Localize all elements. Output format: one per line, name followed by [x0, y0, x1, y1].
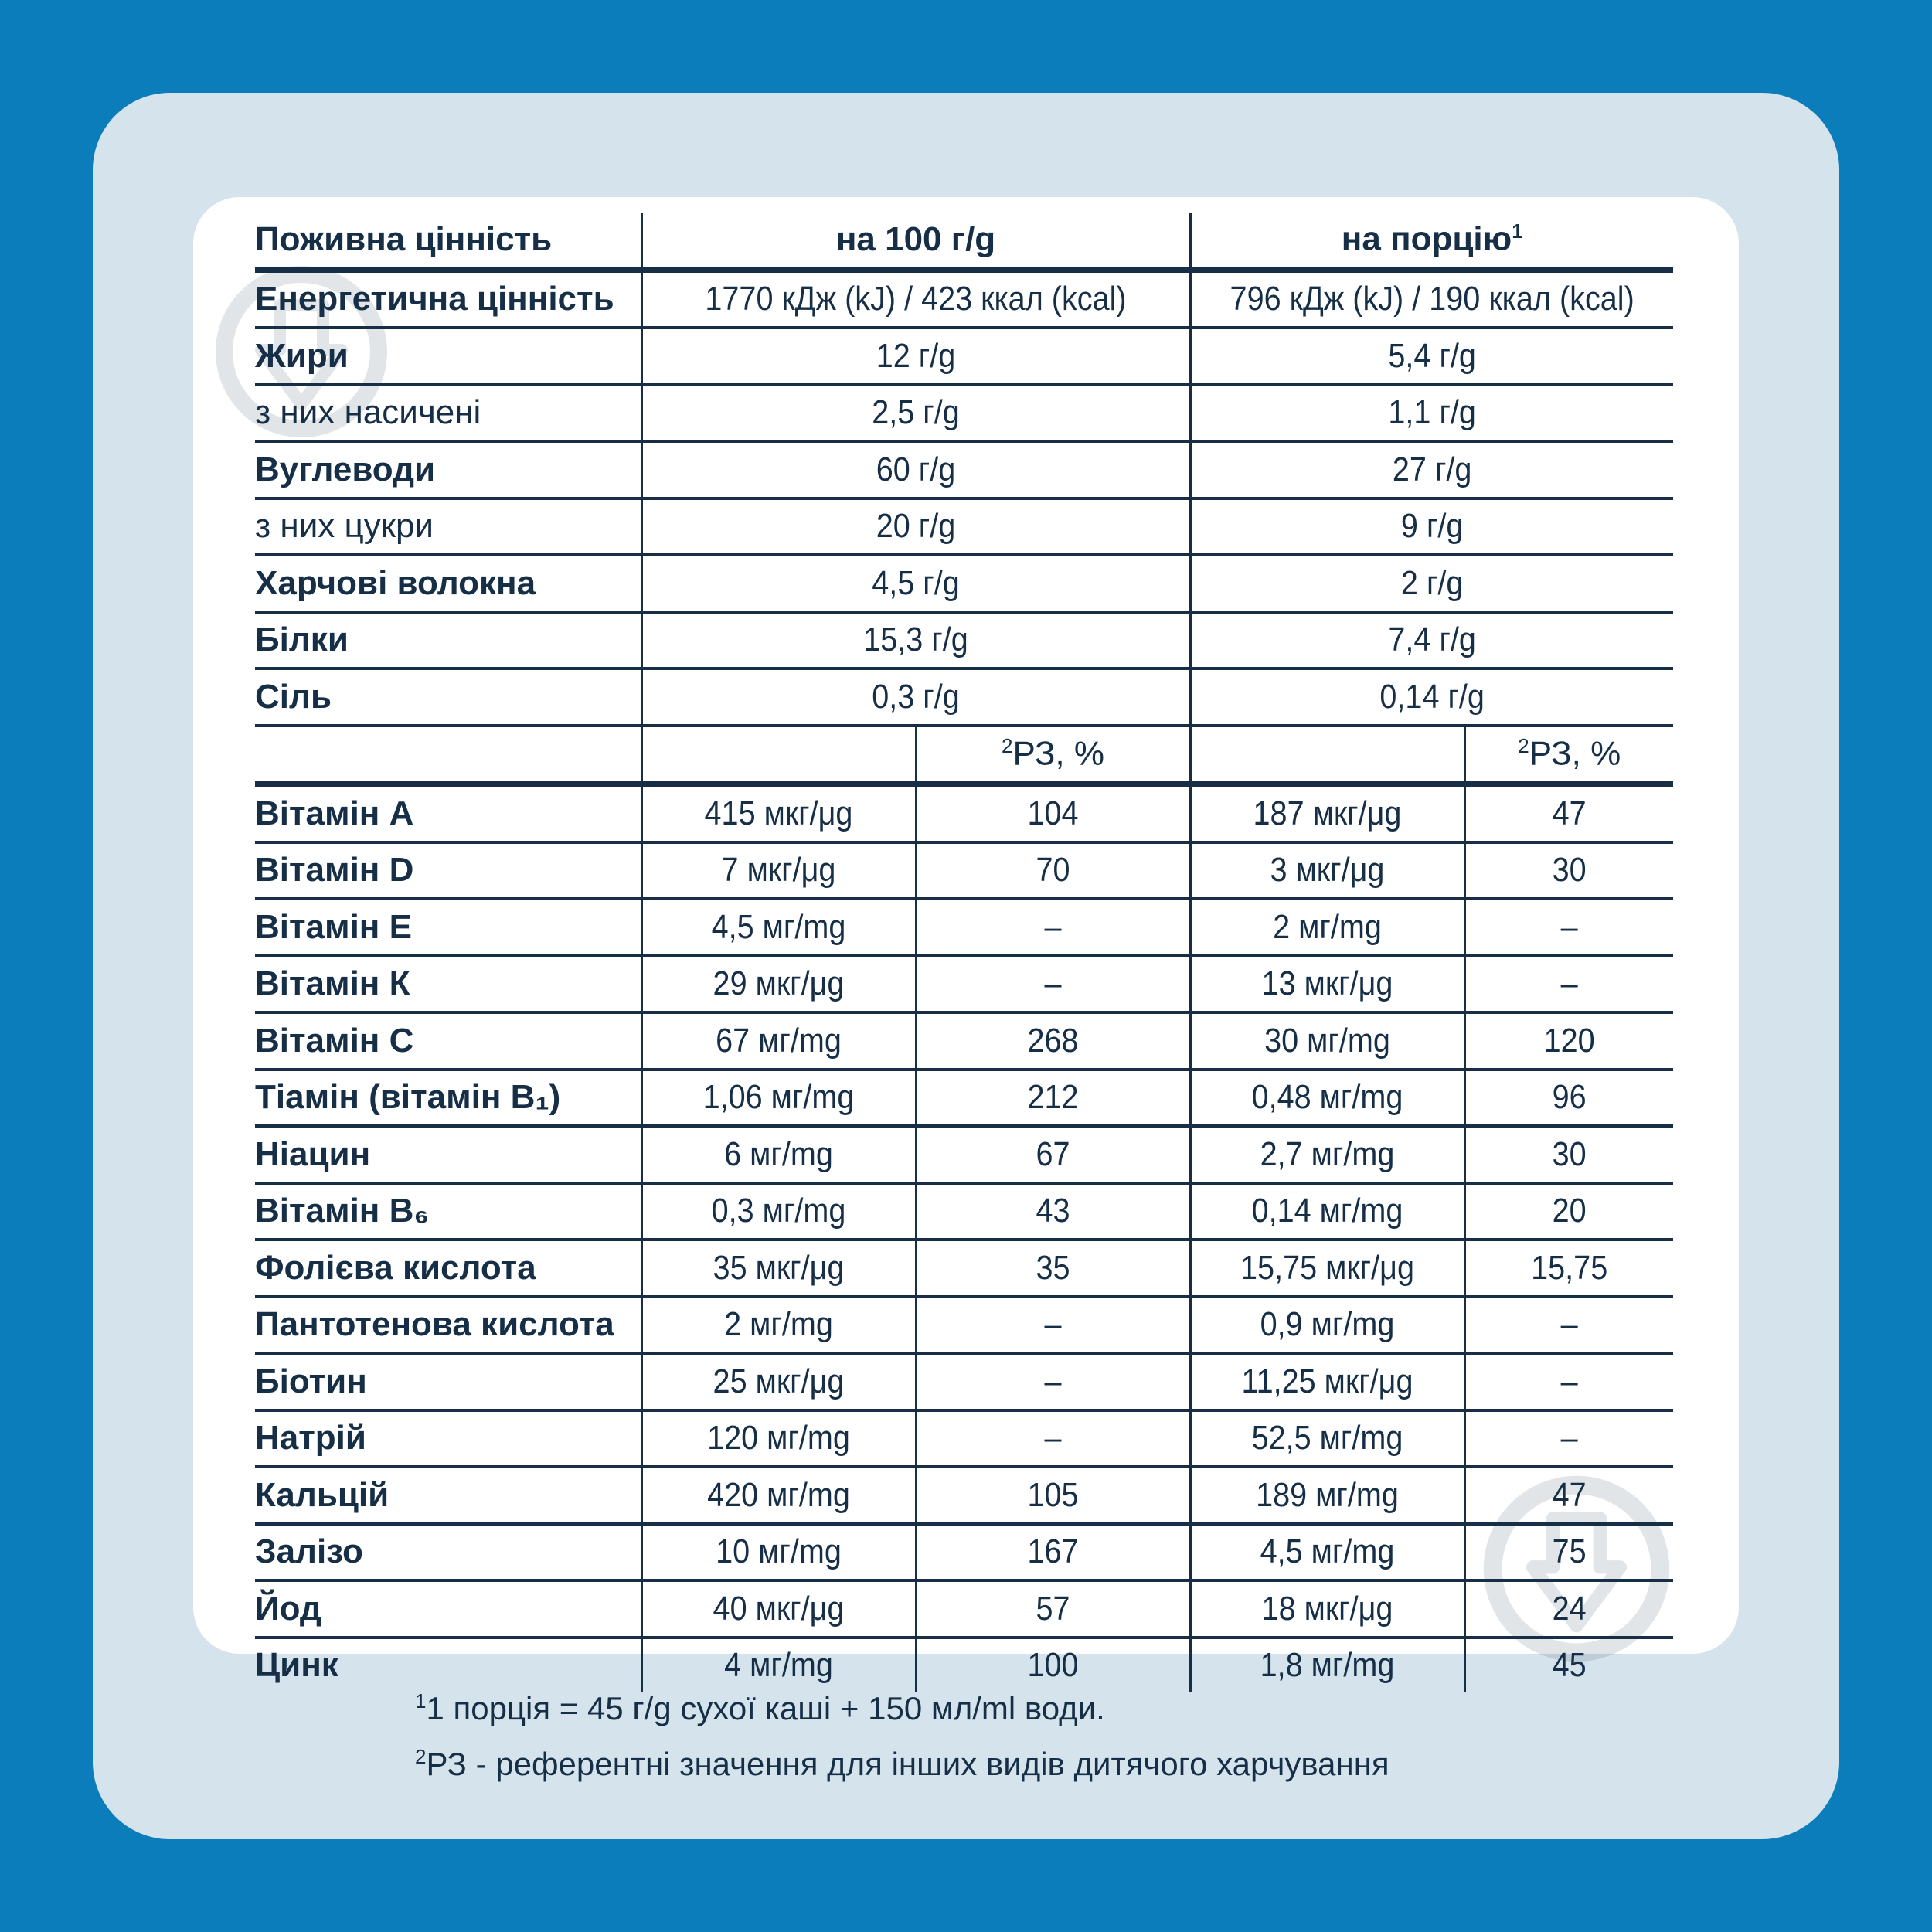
value-per-100g: 60 г/g — [669, 441, 1163, 498]
value-per-portion: 27 г/g — [1214, 441, 1649, 498]
nutrient-name: Вітамін В₆ — [255, 1183, 641, 1240]
value-per-100g: 29 мкг/μg — [655, 956, 903, 1013]
rz-per-portion: 24 — [1475, 1580, 1663, 1638]
rz-per-100g: 70 — [930, 842, 1177, 900]
rz-per-100g: 100 — [930, 1638, 1177, 1693]
rz-per-portion: 96 — [1475, 1070, 1663, 1127]
value-per-portion: 11,25 мкг/μg — [1204, 1353, 1451, 1410]
value-per-portion: 1,1 г/g — [1214, 385, 1649, 442]
value-per-100g: 1770 кДж (kJ) / 423 ккал (kcal) — [669, 270, 1163, 328]
value-per-100g: 40 мкг/μg — [655, 1580, 903, 1638]
rz-per-portion: 47 — [1475, 784, 1663, 842]
value-per-100g: 1,06 мг/mg — [655, 1070, 903, 1127]
nutrient-name: Білки — [255, 612, 641, 669]
value-per-100g: 6 мг/mg — [655, 1126, 903, 1183]
value-per-100g: 10 мг/mg — [655, 1524, 903, 1581]
table-row — [255, 1240, 1673, 1297]
table-row — [255, 328, 1673, 385]
rz-header-row — [255, 726, 1673, 784]
rz-per-100g: – — [930, 1353, 1177, 1410]
table-row — [255, 1297, 1673, 1354]
nutrition-table — [255, 213, 1673, 1692]
rz-label: РЗ, % — [1012, 734, 1104, 773]
rz-per-portion: – — [1475, 1353, 1663, 1410]
rz-per-portion: – — [1475, 899, 1663, 956]
value-per-portion: 189 мг/mg — [1204, 1467, 1451, 1524]
nutrient-name: Вітамін А — [255, 784, 641, 842]
nutrient-name: Кальцій — [255, 1467, 641, 1524]
value-per-100g: 25 мкг/μg — [655, 1353, 903, 1410]
nutrition-card — [193, 197, 1739, 1685]
value-per-portion: 0,14 г/g — [1214, 668, 1649, 726]
value-per-portion: 3 мкг/μg — [1204, 842, 1451, 900]
table-row — [255, 668, 1673, 726]
rz-sup: 2 — [1518, 733, 1529, 757]
table-row — [255, 1070, 1673, 1127]
value-per-portion: 2,7 мг/mg — [1204, 1126, 1451, 1183]
nutrient-name: Вітамін D — [255, 842, 641, 900]
value-per-100g: 15,3 г/g — [669, 612, 1163, 669]
rz-per-100g: 167 — [930, 1524, 1177, 1581]
rz-per-100g: 35 — [930, 1240, 1177, 1297]
value-per-100g: 2 мг/mg — [655, 1297, 903, 1354]
rz-per-100g: 57 — [930, 1580, 1177, 1638]
nutrient-name: Енергетична цінність — [255, 270, 641, 328]
rz-per-portion: – — [1475, 1410, 1663, 1468]
value-per-portion: 0,48 мг/mg — [1204, 1070, 1451, 1127]
value-per-portion: 187 мкг/μg — [1204, 784, 1451, 842]
value-per-portion: 796 кДж (kJ) / 190 ккал (kcal) — [1214, 270, 1649, 328]
value-per-portion: 15,75 мкг/μg — [1204, 1240, 1451, 1297]
rz-header-portion — [1464, 726, 1673, 784]
value-per-portion: 30 мг/mg — [1204, 1012, 1451, 1070]
nutrient-name: Сіль — [255, 668, 641, 726]
rz-per-100g: 212 — [930, 1070, 1177, 1127]
rz-header-100g — [916, 726, 1190, 784]
table-row — [255, 270, 1673, 328]
nutrient-name: Натрій — [255, 1410, 641, 1468]
value-per-100g: 4 мг/mg — [655, 1638, 903, 1693]
table-row — [255, 784, 1673, 842]
nutrient-name: Залізо — [255, 1524, 641, 1581]
rz-per-portion: 30 — [1475, 1126, 1663, 1183]
table-row — [255, 956, 1673, 1013]
value-per-100g: 20 г/g — [669, 498, 1163, 556]
value-per-100g: 4,5 г/g — [669, 555, 1163, 612]
value-per-portion: 2 г/g — [1214, 555, 1649, 612]
value-per-portion: 7,4 г/g — [1214, 612, 1649, 669]
blank-cell — [255, 726, 641, 784]
nutrient-name: Біотин — [255, 1353, 641, 1410]
nutrient-name: Жири — [255, 328, 641, 385]
table-row — [255, 1353, 1673, 1410]
value-per-portion: 9 г/g — [1214, 498, 1649, 556]
rz-sup: 2 — [1002, 733, 1013, 757]
rz-per-portion: 45 — [1475, 1638, 1663, 1693]
table-row — [255, 1467, 1673, 1524]
rz-per-100g: 104 — [930, 784, 1177, 842]
nutrient-name: з них насичені — [255, 385, 641, 442]
rz-per-portion: – — [1475, 956, 1663, 1013]
rz-per-100g: 268 — [930, 1012, 1177, 1070]
rz-per-100g: 105 — [930, 1467, 1177, 1524]
rz-per-100g: – — [930, 956, 1177, 1013]
value-per-100g: 2,5 г/g — [669, 385, 1163, 442]
table-row — [255, 1183, 1673, 1240]
rz-label: РЗ, % — [1529, 734, 1621, 773]
rz-per-portion: 20 — [1475, 1183, 1663, 1240]
rz-per-100g: – — [930, 1297, 1177, 1354]
nutrient-name: Вітамін С — [255, 1012, 641, 1070]
value-per-portion: 2 мг/mg — [1204, 899, 1451, 956]
table-row — [255, 385, 1673, 442]
value-per-portion: 0,9 мг/mg — [1204, 1297, 1451, 1354]
footnotes — [415, 1677, 1389, 1788]
nutrient-name: Йод — [255, 1580, 641, 1638]
value-per-100g: 420 мг/mg — [655, 1467, 903, 1524]
value-per-100g: 7 мкг/μg — [655, 842, 903, 900]
nutrient-name: Харчові волокна — [255, 555, 641, 612]
table-row — [255, 1126, 1673, 1183]
rz-per-100g: 43 — [930, 1183, 1177, 1240]
table-row — [255, 1410, 1673, 1468]
rz-per-portion: – — [1475, 1297, 1663, 1354]
nutrient-name: Вітамін Е — [255, 899, 641, 956]
nutrient-name: Пантотенова кислота — [255, 1297, 641, 1354]
table-row — [255, 555, 1673, 612]
rz-per-100g: – — [930, 1410, 1177, 1468]
footnote-2: $^2$РЗ - референтні значення для інших видів дитячого харчування — [415, 1745, 1389, 1782]
table-row — [255, 842, 1673, 900]
value-per-portion: 13 мкг/μg — [1204, 956, 1451, 1013]
table-row — [255, 498, 1673, 556]
nutrient-name: Ніацин — [255, 1126, 641, 1183]
value-per-100g: 35 мкг/μg — [655, 1240, 903, 1297]
rz-per-portion: 75 — [1475, 1524, 1663, 1581]
table-row — [255, 1524, 1673, 1581]
rz-per-portion: 47 — [1475, 1467, 1663, 1524]
value-per-portion: 18 мкг/μg — [1204, 1580, 1451, 1638]
nutrient-name: Фолієва кислота — [255, 1240, 641, 1297]
value-per-portion: 52,5 мг/mg — [1204, 1410, 1451, 1468]
value-per-100g: 120 мг/mg — [655, 1410, 903, 1468]
value-per-100g: 0,3 г/g — [669, 668, 1163, 726]
table-header-row — [255, 213, 1673, 270]
value-per-portion: 0,14 мг/mg — [1204, 1183, 1451, 1240]
table-row — [255, 1012, 1673, 1070]
nutrient-name: Вуглеводи — [255, 441, 641, 498]
rz-per-100g: 67 — [930, 1126, 1177, 1183]
header-per-100g: на 100 г/g — [641, 213, 1190, 270]
table-row — [255, 612, 1673, 669]
table-row — [255, 1580, 1673, 1638]
value-per-portion: 5,4 г/g — [1214, 328, 1649, 385]
table-row — [255, 899, 1673, 956]
value-per-portion: 1,8 мг/mg — [1204, 1638, 1451, 1693]
nutrient-name: Тіамін (вітамін В₁) — [255, 1070, 641, 1127]
rz-per-portion: 120 — [1475, 1012, 1663, 1070]
value-per-100g: 0,3 мг/mg — [655, 1183, 903, 1240]
rz-per-portion: 30 — [1475, 842, 1663, 900]
nutrient-name: Цинк — [255, 1646, 338, 1685]
blank-cell — [641, 726, 916, 784]
rz-per-100g: – — [930, 899, 1177, 956]
nutrient-name: з них цукри — [255, 498, 641, 556]
table-row — [255, 441, 1673, 498]
footnote-1: $^1$1 порція = 45 г/g сухої каші + 150 мл/ml води. — [415, 1689, 1105, 1726]
value-per-100g: 415 мкг/μg — [655, 784, 903, 842]
value-per-100g: 4,5 мг/mg — [655, 899, 903, 956]
value-per-portion: 4,5 мг/mg — [1204, 1524, 1451, 1581]
value-per-100g: 67 мг/mg — [655, 1012, 903, 1070]
blank-cell — [1190, 726, 1464, 784]
nutrient-name: Вітамін К — [255, 956, 641, 1013]
header-nutrition: Поживна цінність — [255, 213, 641, 270]
value-per-100g: 12 г/g — [669, 328, 1163, 385]
rz-per-portion: 15,75 — [1475, 1240, 1663, 1297]
header-per-portion: на порцію$^1$ — [1190, 213, 1673, 270]
